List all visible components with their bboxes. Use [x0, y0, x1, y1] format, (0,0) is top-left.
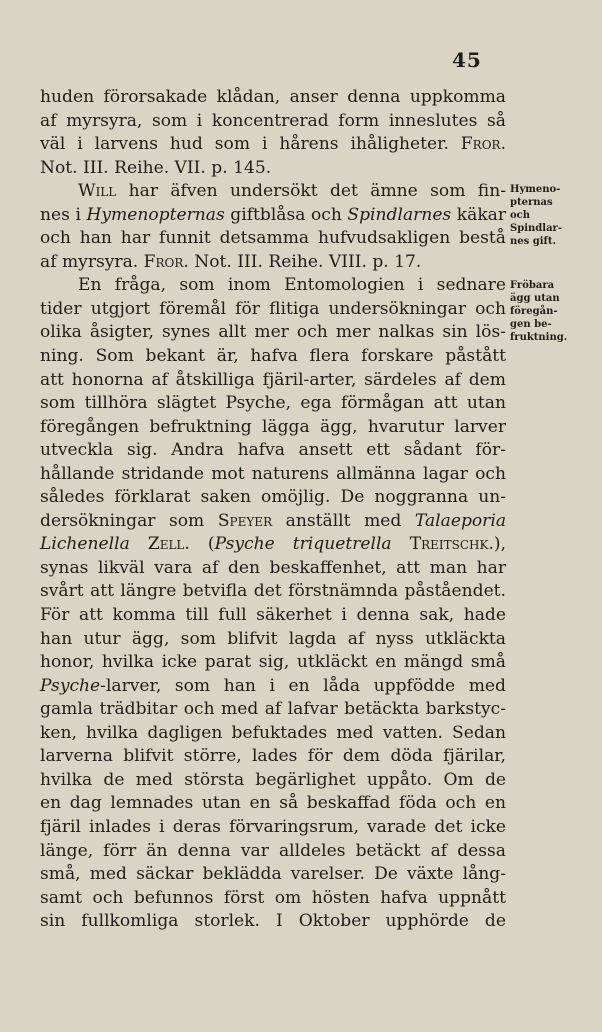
text-fragment: anställt med	[285, 510, 402, 531]
text-line: fjäril inlades i deras förvaringsrum, varade det icke	[40, 816, 506, 837]
text-line: För att komma till full säkerhet i denna sak, hade	[40, 605, 506, 626]
text-line	[40, 204, 506, 228]
text-fragment: Psyche-larver, som han i en låda uppfödde med	[40, 675, 506, 696]
margin-note-line: pternas	[510, 197, 553, 208]
text-line: samt och befunnos först om hösten hafva uppnått	[40, 887, 506, 908]
margin-note-line: och	[510, 210, 531, 221]
author-name: Speyer	[217, 510, 273, 531]
text-line: larverna blifvit större, lades för dem döda fjärilar,	[40, 746, 506, 767]
text-line: föregången befruktning lägga ägg, hvarutur larver	[40, 416, 506, 437]
margin-note-line: gen be-	[510, 319, 552, 330]
margin-note-line: ägg utan	[510, 293, 560, 304]
text-line: sin fullkomliga storlek. I Oktober upphörde de	[40, 911, 506, 932]
text-fragment: i	[75, 204, 81, 225]
text-line: hvilka de med största begärlighet uppåto. Om de	[40, 769, 506, 790]
text-fragment: käkar	[456, 204, 507, 225]
text-line: som tillhöra slägtet Psyche, ega förmågan att utan	[40, 393, 506, 414]
text-line: Not. III. Reihe. VII. p. 145.	[40, 157, 272, 178]
taxon-name: Hymenopternas	[86, 204, 225, 225]
author-name: Will	[78, 181, 117, 202]
text-line: olika åsigter, synes allt mer och mer nalkas sin lös-	[40, 322, 506, 343]
taxon-name: Lichenella	[40, 534, 130, 555]
taxon-name: Spindlarnes	[347, 204, 452, 225]
text-fragment: väl i larvens hud som i hårens ihåligheter.	[40, 134, 449, 155]
margin-note-line: Hymeno-	[510, 184, 561, 195]
margin-note-line: Fröbara	[510, 280, 555, 291]
text-line: tider utgjort föremål för flitiga undersökningar och	[40, 298, 506, 319]
text-line: att honorna af åtskilliga fjäril-arter, särdeles af dem	[40, 369, 506, 390]
text-line: synas likväl vara af den beskaffenhet, att man har	[40, 557, 506, 578]
text-fragment: (Psyche triquetrella	[207, 534, 392, 555]
text-line: huden förorsakade klådan, anser denna uppkomma	[40, 87, 506, 107]
margin-note-line: Spindlar-	[510, 223, 562, 234]
taxon-name: Psyche triquetrella	[214, 534, 392, 555]
text-line: ning. Som bekant är, hafva flera forskare påstått	[40, 346, 506, 367]
author-name: Treitschk.	[409, 534, 494, 555]
author-name: Fror.	[143, 251, 189, 272]
text-line: en dag lemnades utan en så beskaffad föda och en	[40, 793, 506, 814]
margin-note-parthenogenesis	[510, 279, 600, 344]
text-line: svårt att längre betvifla det förstnämnda påståendet.	[40, 581, 506, 602]
text-fragment: nes	[40, 204, 70, 225]
text-fragment: Treitschk.),	[409, 534, 507, 555]
text-line	[40, 510, 506, 534]
author-name: Zell.	[147, 534, 190, 555]
text-line: utveckla sig. Andra hafva ansett ett sådant för-	[40, 440, 506, 461]
text-fragment: har äfven undersökt det ämne som fin-	[128, 181, 506, 202]
margin-note-line: föregån-	[510, 306, 558, 317]
text-line	[40, 251, 506, 275]
text-line	[40, 533, 506, 557]
text-line: länge, förr än denna var alldeles betäckt af dessa	[40, 840, 506, 861]
taxon-name: Talaeporia	[414, 510, 507, 531]
text-line: han utur ägg, som blifvit lagda af nyss utkläckta	[40, 628, 506, 649]
text-line: hållande stridande mot naturens allmänna lagar och	[40, 463, 506, 484]
text-line: honor, hvilka icke parat sig, utkläckt en mängd små	[40, 652, 506, 673]
text-line	[40, 133, 506, 157]
author-name: Fror.	[460, 134, 506, 155]
text-line	[40, 675, 506, 699]
taxon-name: Psyche	[40, 675, 101, 696]
page-number: 45	[452, 48, 482, 72]
margin-note-hymenoptera	[510, 183, 600, 248]
text-line: af myrsyra, som i koncentrerad form inneslutes så	[40, 110, 506, 131]
text-fragment: giftblåsa och	[230, 204, 342, 225]
text-line: gamla trädbitar och med af lafvar betäckta barkstyc-	[40, 699, 506, 720]
body-text	[40, 86, 506, 934]
text-fragment: af myrsyra.	[40, 251, 139, 272]
text-line: En fråga, som inom Entomologien i sednare	[78, 275, 506, 296]
text-line: och han har funnit detsamma hufvudsakligen bestå	[40, 228, 506, 249]
text-fragment: Not. III. Reihe. VIII. p. 17.	[194, 251, 422, 272]
text-line	[40, 180, 506, 204]
margin-note-line: nes gift.	[510, 236, 556, 247]
text-line: således förklarat saken omöjlig. De noggranna un-	[40, 487, 506, 508]
text-line: små, med säckar beklädda varelser. De växte lång-	[40, 864, 506, 885]
margin-note-line: fruktning.	[510, 332, 568, 343]
text-line: ken, hvilka dagligen befuktades med vatten. Sedan	[40, 722, 506, 743]
text-fragment: dersökningar som	[40, 510, 205, 531]
